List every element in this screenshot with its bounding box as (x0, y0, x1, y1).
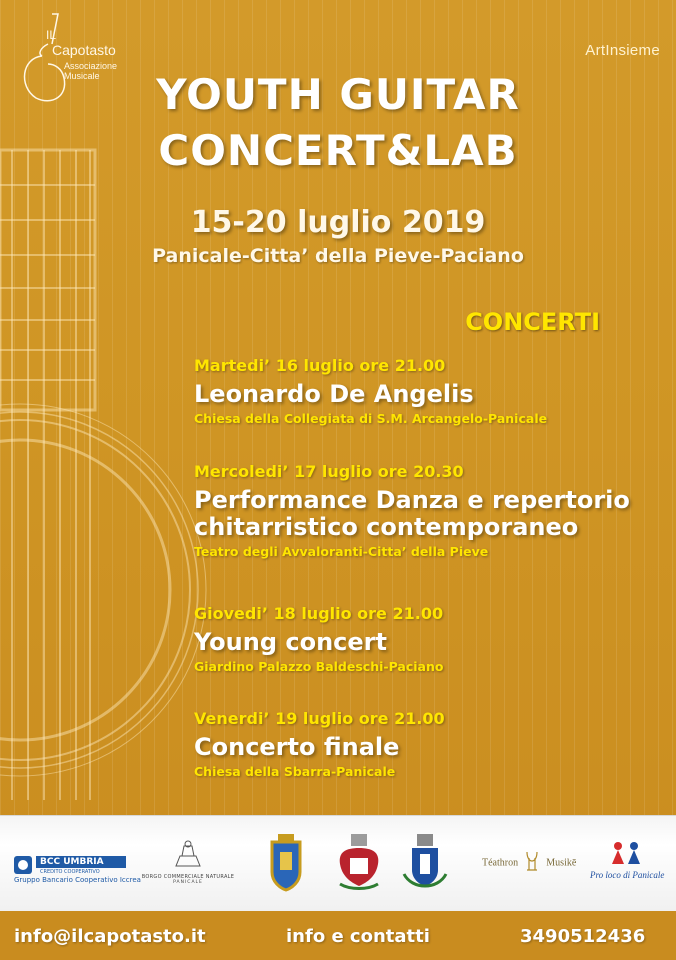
event-venue: Chiesa della Sbarra-Panicale (194, 764, 396, 780)
coat-of-arms-icon (336, 834, 382, 892)
logo-sub-line2: Musicale (64, 70, 100, 81)
borgo-name: BORGO COMMERCIALE NATURALE (141, 874, 235, 880)
coat-of-arms-icon (402, 834, 448, 892)
coat-of-arms-icon (266, 834, 306, 892)
borgo-sub: PANICALE (173, 880, 203, 885)
borgo-logo (140, 838, 236, 885)
footer-email[interactable]: info@ilcapotasto.it (14, 926, 206, 947)
teathron-name: Téathron (482, 857, 519, 869)
event-4 (194, 709, 666, 779)
bcc-sub: CREDITO COOPERATIVO (40, 869, 100, 875)
event-title: Leonardo De Angelis (194, 380, 474, 409)
teathron-musike-logo (482, 850, 576, 872)
event-venue: Teatro degli Avvaloranti-Citta’ della Pieve (194, 543, 489, 559)
event-venue: Chiesa della Collegiata di S.M. Arcangelo-Panicale (194, 411, 548, 427)
proloco-name: Pro loco di Panicale (590, 870, 665, 880)
locations: Panicale-Citta’ della Pieve-Paciano (152, 245, 524, 267)
event-title: Performance Danza e repertorio (194, 486, 630, 515)
footer-info: info e contatti (286, 926, 430, 947)
event-1 (194, 356, 666, 426)
bcc-icon (14, 856, 32, 874)
lyre-icon (525, 850, 539, 872)
event-date: Giovedi’ 18 luglio ore 21.00 (194, 604, 444, 623)
event-title: Concerto finale (194, 733, 400, 762)
title-line-2: CONCERT&LAB (158, 126, 518, 175)
bcc-umbria-logo (14, 856, 141, 884)
footer-phone[interactable]: 3490512436 (520, 926, 646, 947)
date-range: 15-20 luglio 2019 (190, 205, 486, 240)
fountain-icon (168, 838, 208, 870)
artinsieme-brand: ArtInsieme (585, 42, 660, 59)
sponsor-band (0, 815, 676, 912)
event-venue: Giardino Palazzo Baldeschi-Paciano (194, 659, 444, 675)
logo-sub-line1: Associazione (64, 61, 118, 71)
bcc-group: Gruppo Bancario Cooperativo Iccrea (14, 876, 141, 884)
event-date: Mercoledi’ 17 luglio ore 20.30 (194, 462, 464, 481)
event-date: Venerdi’ 19 luglio ore 21.00 (194, 709, 445, 728)
event-2 (194, 462, 666, 559)
bcc-name: BCC UMBRIA (36, 856, 126, 868)
event-title-line-2: chitarristico contemporaneo (194, 513, 579, 542)
logo-il: IL (46, 28, 57, 42)
title-line-1: YOUTH GUITAR (156, 70, 520, 119)
musike-name: Musikē (546, 857, 577, 869)
section-heading: CONCERTI (465, 308, 600, 336)
logo-name: Capotasto (52, 42, 116, 58)
proloco-figures-icon (606, 840, 646, 866)
event-title: Young concert (194, 628, 387, 657)
proloco-logo (590, 840, 665, 880)
event-3 (194, 604, 666, 674)
event-date: Martedi’ 16 luglio ore 21.00 (194, 356, 446, 375)
